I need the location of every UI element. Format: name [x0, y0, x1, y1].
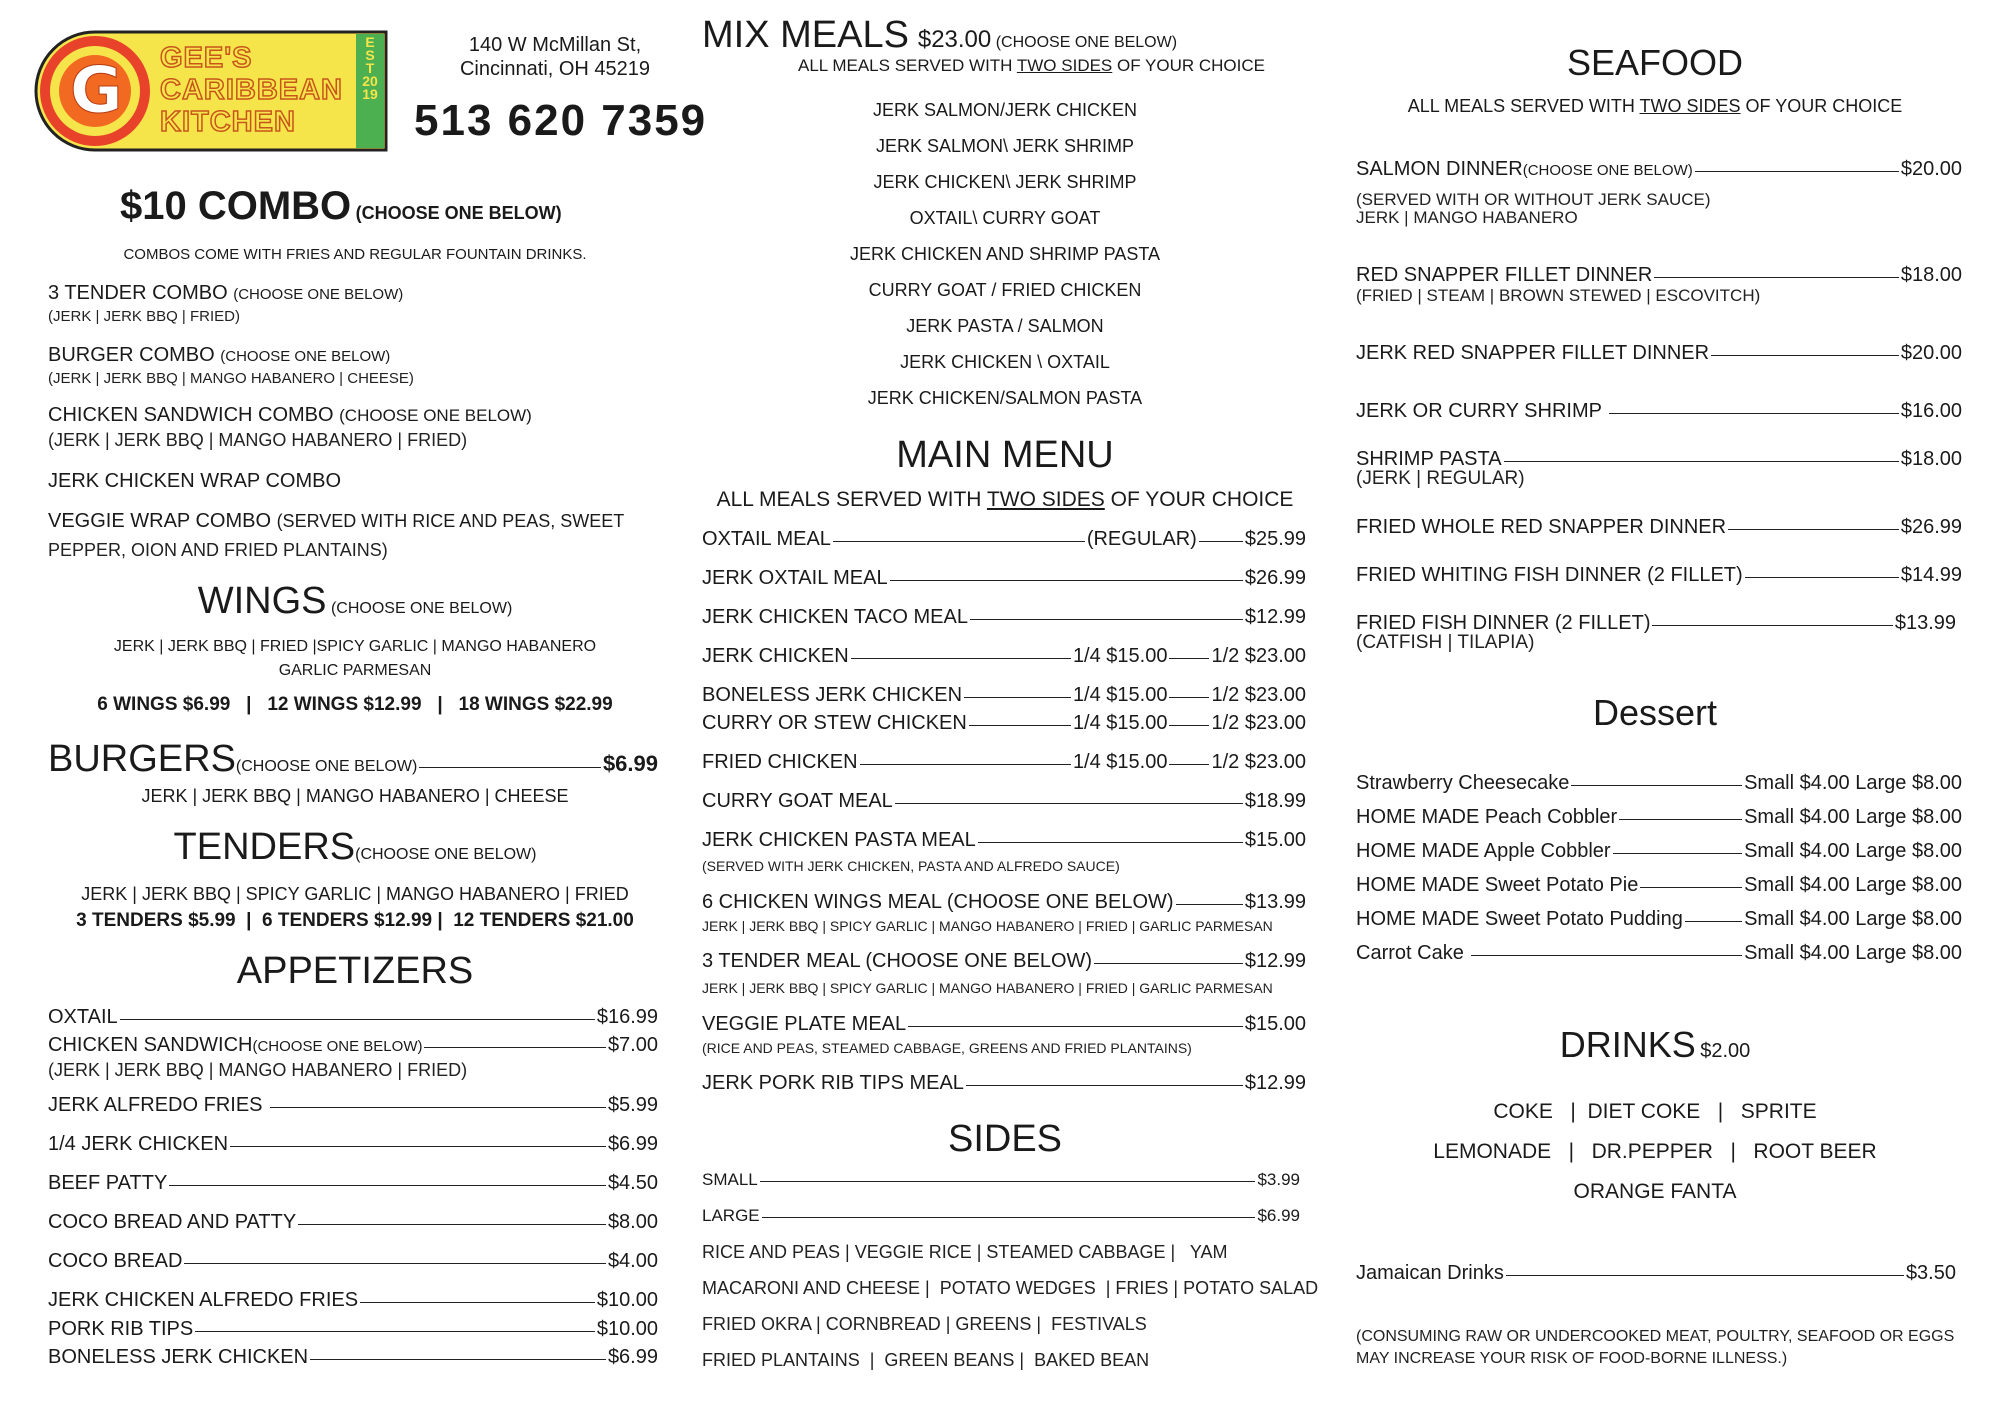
seafood-item: SHRIMP PASTA $18.00 [1356, 448, 1962, 470]
burgers-title: BURGERS [48, 738, 236, 780]
seafood-item-sub: (JERK | REGULAR) [1356, 468, 1525, 489]
main-quarter-item: JERK CHICKEN 1/4 $15.00 1/2 $23.00 [702, 645, 1306, 667]
drinks-row: ORANGE FANTA [1573, 1180, 1737, 1203]
main-item: OXTAIL MEAL (REGULAR) $25.99 [702, 528, 1306, 550]
main-item: JERK OXTAIL MEAL $26.99 [702, 567, 1306, 589]
mix-note: ALL MEALS SERVED WITH TWO SIDES OF YOUR CHOICE [798, 56, 1265, 75]
food-warning: (CONSUMING RAW OR UNDERCOOKED MEAT, POULTRY, SEAFOOD OR EGGS [1356, 1328, 1955, 1345]
tenders-heading [40, 826, 670, 869]
appetizer-item: CHICKEN SANDWICH (CHOOSE ONE BELOW) $7.00 [48, 1034, 658, 1056]
main-item: JERK PORK RIB TIPS MEAL $12.99 [702, 1072, 1306, 1094]
combo-item: VEGGIE WRAP COMBO (SERVED WITH RICE AND PEAS, SWEET [48, 510, 625, 532]
drinks-row: LEMONADE | DR.PEPPER | ROOT BEER [1433, 1140, 1877, 1163]
seafood-item: FRIED WHITING FISH DINNER (2 FILLET) $14.99 [1356, 564, 1962, 586]
dessert-title: Dessert [1592, 692, 1718, 733]
tenders-title: TENDERS [173, 826, 356, 868]
seafood-item-sub: (FRIED | STEAM | BROWN STEWED | ESCOVITCH) [1356, 286, 1761, 305]
wings-title: WINGS [197, 580, 327, 622]
mix-title: MIX MEALS [702, 14, 909, 56]
wings-flavors-2: GARLIC PARMESAN [278, 662, 432, 679]
main-quarter-item: CURRY OR STEW CHICKEN 1/4 $15.00 1/2 $23.00 [702, 712, 1306, 734]
mix-item: JERK CHICKEN \ OXTAIL [900, 352, 1110, 372]
burgers-price: $6.99 [602, 751, 658, 776]
wings-heading [40, 580, 670, 623]
phone-number: 513 620 7359 [414, 96, 708, 145]
tenders-prices: 3 TENDERS $5.99 | 6 TENDERS $12.99 | 12 TENDERS $21.00 [76, 910, 634, 931]
appetizer-item: JERK ALFREDO FRIES $5.99 [48, 1094, 658, 1116]
wings-choose: (CHOOSE ONE BELOW) [330, 600, 513, 617]
appetizer-item: JERK CHICKEN ALFREDO FRIES $10.00 [48, 1289, 658, 1311]
side-size: LARGE $6.99 [702, 1206, 1300, 1225]
wings-flavors: JERK | JERK BBQ | FRIED |SPICY GARLIC | MANGO HABANERO [113, 638, 597, 655]
drinks-row: COKE | DIET COKE | SPRITE [1493, 1100, 1817, 1123]
mix-item: JERK CHICKEN AND SHRIMP PASTA [849, 244, 1161, 264]
logo [32, 28, 390, 154]
side-size: SMALL $3.99 [702, 1170, 1300, 1189]
dessert-item: Strawberry Cheesecake Small $4.00 Large $8.00 [1356, 772, 1962, 794]
seafood-item: JERK RED SNAPPER FILLET DINNER $20.00 [1356, 342, 1962, 364]
tenders-choose: (CHOOSE ONE BELOW) [355, 846, 537, 863]
mix-item: OXTAIL\ CURRY GOAT [909, 208, 1101, 228]
mix-item: JERK CHICKEN/SALMON PASTA [867, 388, 1143, 408]
combo-item: BURGER COMBO (CHOOSE ONE BELOW) [48, 344, 391, 366]
main-menu-note: ALL MEALS SERVED WITH TWO SIDES OF YOUR CHOICE [716, 488, 1294, 511]
seafood-item-sub: (SERVED WITH OR WITHOUT JERK SAUCE) [1356, 190, 1711, 209]
main-quarter-item: FRIED CHICKEN 1/4 $15.00 1/2 $23.00 [702, 751, 1306, 773]
main-item-sub: JERK | JERK BBQ | SPICY GARLIC | MANGO HABANERO | FRIED | GARLIC PARMESAN [702, 980, 1273, 996]
appetizer-item: BONELESS JERK CHICKEN $6.99 [48, 1346, 658, 1368]
appetizers-title: APPETIZERS [236, 950, 474, 992]
dessert-item: HOME MADE Sweet Potato Pie Small $4.00 Large $8.00 [1356, 874, 1962, 896]
mix-heading [702, 14, 1177, 57]
tenders-flavors: JERK | JERK BBQ | SPICY GARLIC | MANGO HABANERO | FRIED [81, 884, 629, 904]
mix-item: JERK CHICKEN\ JERK SHRIMP [873, 172, 1137, 192]
seafood-item: FRIED WHOLE RED SNAPPER DINNER $26.99 [1356, 516, 1962, 538]
dessert-item: HOME MADE Peach Cobbler Small $4.00 Large $8.00 [1356, 806, 1962, 828]
mix-item: JERK PASTA / SALMON [906, 316, 1104, 336]
appetizer-item: PORK RIB TIPS $10.00 [48, 1318, 658, 1340]
appetizer-item: 1/4 JERK CHICKEN $6.99 [48, 1133, 658, 1155]
main-item: 3 TENDER MEAL (CHOOSE ONE BELOW) $12.99 [702, 950, 1306, 972]
main-menu-title: MAIN MENU [896, 434, 1114, 476]
drinks-title: DRINKS [1559, 1024, 1696, 1065]
combo-item-sub: (JERK | JERK BBQ | MANGO HABANERO | CHEESE) [48, 370, 414, 387]
combo-note: COMBOS COME WITH FRIES AND REGULAR FOUNTAIN DRINKS. [123, 246, 587, 263]
burgers-choose: (CHOOSE ONE BELOW) [235, 758, 418, 775]
mix-item: JERK SALMON\ JERK SHRIMP [875, 136, 1135, 156]
appetizer-item-sub: (JERK | JERK BBQ | MANGO HABANERO | FRIED) [48, 1060, 468, 1080]
main-quarter-item: BONELESS JERK CHICKEN 1/4 $15.00 1/2 $23.00 [702, 684, 1306, 706]
combo-item-sub: (JERK | JERK BBQ | MANGO HABANERO | FRIED) [48, 430, 468, 450]
main-item: 6 CHICKEN WINGS MEAL (CHOOSE ONE BELOW) $13.99 [702, 891, 1306, 913]
seafood-title: SEAFOOD [1566, 42, 1744, 83]
address-line-2: Cincinnati, OH 45219 [459, 58, 651, 80]
seafood-item-sub: JERK | MANGO HABANERO [1356, 208, 1578, 227]
combo-item-sub: (JERK | JERK BBQ | FRIED) [48, 308, 240, 325]
combo-heading [120, 184, 562, 229]
drinks-price: $2.00 [1700, 1040, 1751, 1062]
jamaican-drinks: Jamaican Drinks $3.50 [1356, 1262, 1956, 1284]
combo-item: 3 TENDER COMBO (CHOOSE ONE BELOW) [48, 282, 404, 304]
main-item: JERK CHICKEN TACO MEAL $12.99 [702, 606, 1306, 628]
main-item: CURRY GOAT MEAL $18.99 [702, 790, 1306, 812]
seafood-item: SALMON DINNER (CHOOSE ONE BELOW) $20.00 [1356, 158, 1962, 180]
mix-item: JERK SALMON/JERK CHICKEN [872, 100, 1138, 120]
combo-item: CHICKEN SANDWICH COMBO (CHOOSE ONE BELOW) [48, 404, 532, 426]
main-item-sub: (RICE AND PEAS, STEAMED CABBAGE, GREENS AND FRIED PLANTAINS) [702, 1040, 1192, 1056]
seafood-item: JERK OR CURRY SHRIMP $16.00 [1356, 400, 1962, 422]
logo-letter: G [70, 54, 123, 128]
burgers-flavors: JERK | JERK BBQ | MANGO HABANERO | CHEESE [141, 786, 569, 806]
logo-text-2: CARIBBEAN [160, 74, 343, 106]
main-item-sub: JERK | JERK BBQ | SPICY GARLIC | MANGO HABANERO | FRIED | GARLIC PARMESAN [702, 918, 1273, 934]
seafood-item-sub: (CATFISH | TILAPIA) [1356, 632, 1535, 653]
logo-text-1: GEE'S [160, 42, 253, 74]
seafood-item: RED SNAPPER FILLET DINNER $18.00 [1356, 264, 1962, 286]
dessert-item: HOME MADE Apple Cobbler Small $4.00 Large $8.00 [1356, 840, 1962, 862]
logo-text-3: KITCHEN [160, 106, 296, 138]
seafood-item: FRIED FISH DINNER (2 FILLET) $13.99 [1356, 612, 1956, 634]
combo-item: JERK CHICKEN WRAP COMBO [48, 470, 341, 492]
main-item: JERK CHICKEN PASTA MEAL $15.00 [702, 829, 1306, 851]
sides-row: RICE AND PEAS | VEGGIE RICE | STEAMED CABBAGE | YAM [702, 1242, 1228, 1262]
appetizer-item: OXTAIL $16.99 [48, 1006, 658, 1028]
sides-row: FRIED PLANTAINS | GREEN BEANS | BAKED BEAN [702, 1350, 1150, 1370]
combo-item-sub: PEPPER, OION AND FRIED PLANTAINS) [48, 540, 388, 560]
mix-price: $23.00 [917, 26, 992, 53]
mix-item: CURRY GOAT / FRIED CHICKEN [868, 280, 1142, 300]
food-warning-2: MAY INCREASE YOUR RISK OF FOOD-BORNE ILLNESS.) [1356, 1350, 1788, 1367]
main-item-sub: (SERVED WITH JERK CHICKEN, PASTA AND ALFREDO SAUCE) [702, 858, 1120, 874]
main-item: VEGGIE PLATE MEAL $15.00 [702, 1013, 1306, 1035]
seafood-note: ALL MEALS SERVED WITH TWO SIDES OF YOUR CHOICE [1407, 96, 1903, 116]
combo-title: $10 COMBO [120, 184, 352, 228]
appetizer-item: COCO BREAD $4.00 [48, 1250, 658, 1272]
appetizer-item: COCO BREAD AND PATTY $8.00 [48, 1211, 658, 1233]
sides-title: SIDES [947, 1118, 1063, 1160]
appetizer-item: BEEF PATTY $4.50 [48, 1172, 658, 1194]
dessert-item: HOME MADE Sweet Potato Pudding Small $4.00 Large $8.00 [1356, 908, 1962, 930]
sides-row: FRIED OKRA | CORNBREAD | GREENS | FESTIVALS [702, 1314, 1147, 1334]
logo-est: EST 2019 [362, 34, 378, 102]
wings-prices: 6 WINGS $6.99 | 12 WINGS $12.99 | 18 WINGS $22.99 [97, 694, 613, 715]
address-line-1: 140 W McMillan St, [468, 34, 642, 56]
sides-row: MACARONI AND CHEESE | POTATO WEDGES | FRIES | POTATO SALAD [702, 1278, 1319, 1298]
mix-choose: (CHOOSE ONE BELOW) [995, 34, 1178, 51]
dessert-item: Carrot Cake Small $4.00 Large $8.00 [1356, 942, 1962, 964]
burgers-row [48, 738, 658, 781]
combo-choose: (CHOOSE ONE BELOW) [355, 203, 562, 223]
drinks-heading [1350, 1024, 1960, 1066]
